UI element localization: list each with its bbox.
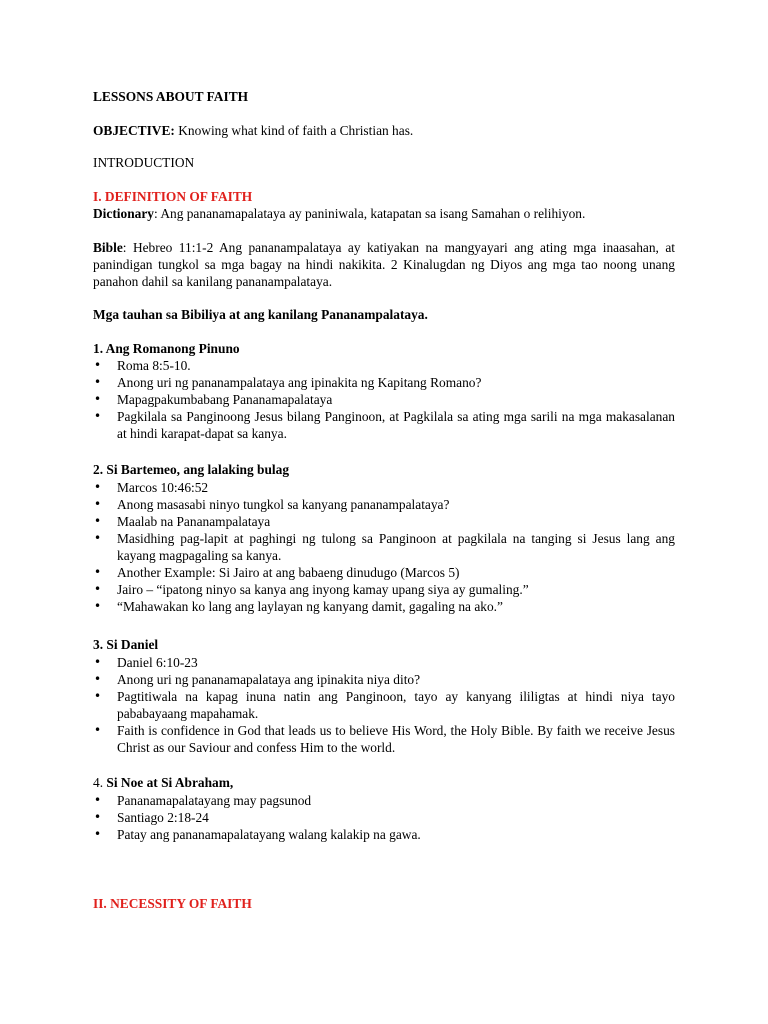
list-item: • Mapagpakumbabang Pananamapalataya	[93, 391, 675, 408]
characters-heading: Mga tauhan sa Bibiliya at ang kanilang Pananampalataya.	[93, 307, 428, 322]
list-item: • “Mahawakan ko lang ang laylayan ng kanyang damit, gagaling na ako.”	[93, 598, 675, 615]
bullet-list-romanong-pinuno	[93, 357, 675, 442]
list-item: • Anong masasabi ninyo tungkol sa kanyang pananampalataya?	[93, 496, 675, 513]
group-heading-noe-abraham	[93, 774, 675, 791]
list-item: • Masidhing pag-lapit at paghingi ng tulong sa Panginoon at pagkilala na tanging si Jesus lang ang kayang magpagaling sa kanya.	[93, 530, 675, 564]
group-heading-romanong-pinuno: 1. Ang Romanong Pinuno	[93, 341, 240, 356]
list-item: • Another Example: Si Jairo at ang babaeng dinudugo (Marcos 5)	[93, 564, 675, 581]
list-item: • Anong uri ng pananampalataya ang ipinakita ng Kapitang Romano?	[93, 374, 675, 391]
bible-label: Bible	[93, 240, 123, 255]
list-item: • Pananamapalatayang may pagsunod	[93, 792, 675, 809]
list-item: • Santiago 2:18-24	[93, 809, 675, 826]
objective-line	[93, 122, 675, 139]
introduction-heading: INTRODUCTION	[93, 155, 195, 170]
bullet-list-daniel	[93, 654, 675, 756]
bible-definition	[93, 239, 675, 290]
list-item: • Anong uri ng pananamapalataya ang ipinakita niya dito?	[93, 671, 675, 688]
list-item: • Roma 8:5-10.	[93, 357, 675, 374]
document-title: LESSONS ABOUT FAITH	[93, 89, 249, 104]
dictionary-text: : Ang pananamapalataya ay paniniwala, katapatan sa isang Samahan o relihiyon.	[154, 206, 586, 221]
list-item: • Faith is confidence in God that leads us to believe His Word, the Holy Bible. By faith we receive Jesus Christ as our Saviour and confess Him to the world.	[93, 722, 675, 756]
group-heading-daniel: 3. Si Daniel	[93, 637, 159, 652]
dictionary-definition	[93, 205, 675, 222]
section-heading-definition: I. DEFINITION OF FAITH	[93, 189, 253, 204]
list-item: • Pagtitiwala na kapag inuna natin ang Panginoon, tayo ay kanyang ililigtas at hindi niya tayo pababayaang mapahamak.	[93, 688, 675, 722]
group-heading-number: 4.	[93, 775, 107, 790]
objective-label: OBJECTIVE:	[93, 123, 175, 138]
list-item: • Marcos 10:46:52	[93, 479, 675, 496]
dictionary-label: Dictionary	[93, 206, 154, 221]
bullet-list-noe-abraham	[93, 792, 675, 843]
objective-text: Knowing what kind of faith a Christian has.	[174, 123, 414, 138]
list-item: • Jairo – “ipatong ninyo sa kanya ang inyong kamay upang siya ay gumaling.”	[93, 581, 675, 598]
group-heading-text: Si Noe at Si Abraham,	[106, 775, 234, 790]
bullet-list-bartemeo	[93, 479, 675, 615]
bible-text: : Hebreo 11:1-2 Ang pananampalataya ay katiyakan na mangyayari ang ating mga inaasahan, at panindigan tungkol sa mga bagay na hindi nakikita. 2 Kinalugdan ng Diyos ang mga tao noong unang panahon dahil sa kanilang pananampalataya.	[93, 240, 675, 289]
list-item: • Pagkilala sa Panginoong Jesus bilang Panginoon, at Pagkilala sa ating mga sarili na mga makasalanan at hindi karapat-dapat sa kanya.	[93, 408, 675, 442]
list-item: • Maalab na Pananampalataya	[93, 513, 675, 530]
section-heading-necessity: II. NECESSITY OF FAITH	[93, 896, 252, 911]
group-heading-bartemeo: 2. Si Bartemeo, ang lalaking bulag	[93, 462, 290, 477]
list-item: • Daniel 6:10-23	[93, 654, 675, 671]
list-item: • Patay ang pananamapalatayang walang kalakip na gawa.	[93, 826, 675, 843]
